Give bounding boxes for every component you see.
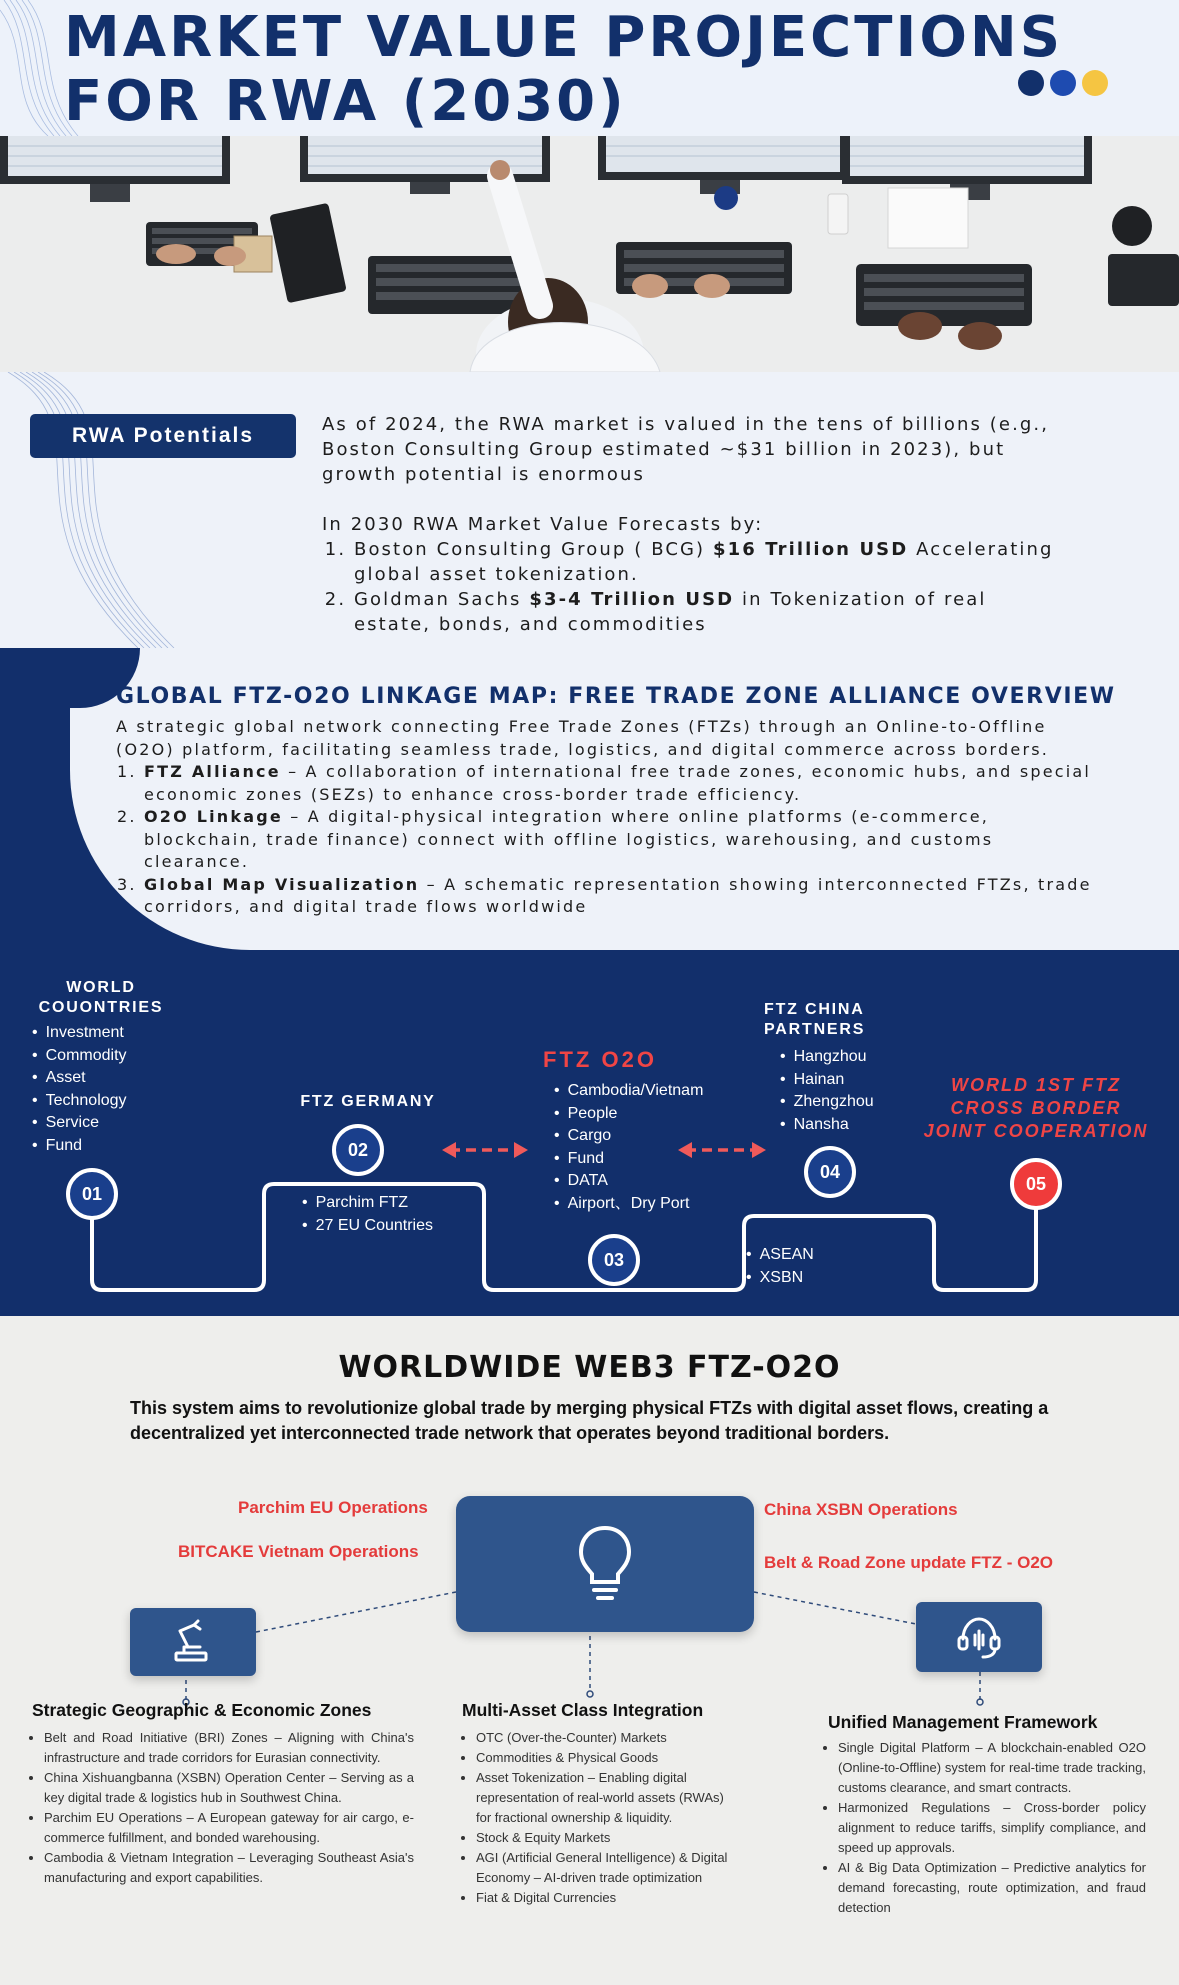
china-xsbn-operations: China XSBN Operations <box>764 1500 958 1519</box>
ftz-linkage-section <box>0 648 1179 1316</box>
rwa-intro-line: As of 2024, the RWA market is valued in the tens of billions (e.g., <box>322 414 1050 435</box>
list-item: • Commodities & Physical Goods <box>476 1748 732 1768</box>
list-item: • Nansha <box>780 1114 874 1137</box>
ftz-china-partners-heading: FTZ CHINA PARTNERS <box>764 1001 866 1038</box>
forecast-heading: In 2030 RWA Market Value Forecasts by: <box>322 514 764 535</box>
lightbulb-icon <box>577 1524 633 1604</box>
forecast-list <box>322 537 1152 637</box>
framework-icon-box <box>916 1602 1042 1672</box>
dot-yellow <box>1082 70 1108 96</box>
list-item: • People <box>554 1103 703 1126</box>
web3-title: WORLDWIDE WEB3 FTZ-O2O <box>338 1350 841 1385</box>
list-item: • DATA <box>554 1170 703 1193</box>
list-item: • 27 EU Countries <box>302 1215 433 1238</box>
ftz-o2o-list <box>554 1080 703 1215</box>
ftz-point: 3. Global Map Visualization – A schematic representation showing interconnected FTZs, trade corridors, and digital trade flows worldwide <box>144 874 1166 919</box>
ftz-point: 2. O2O Linkage – A digital-physical integration where online platforms (e-commerce, blockchain, trade finance) connect with offline logistics, warehousing, and customs clearance. <box>144 806 1166 874</box>
ftz-o2o-heading: FTZ O2O <box>543 1047 657 1072</box>
list-item: • Technology <box>32 1090 127 1113</box>
rwa-potentials-badge: RWA Potentials <box>30 414 296 458</box>
list-item: • ASEAN <box>746 1244 814 1267</box>
list-item: • Investment <box>32 1022 127 1045</box>
rwa-intro-line: Boston Consulting Group estimated ~$31 billion in 2023), but <box>322 439 1006 460</box>
list-item: • Fiat & Digital Currencies <box>476 1888 732 1908</box>
list-item: • Cambodia & Vietnam Integration – Leveraging Southeast Asia's manufacturing and export capabilities. <box>44 1848 414 1888</box>
header <box>0 0 1179 136</box>
ftz-title: GLOBAL FTZ-O2O LINKAGE MAP: FREE TRADE ZONE ALLIANCE OVERVIEW <box>116 684 1116 709</box>
list-item: • Hainan <box>780 1069 874 1092</box>
ftz-point: 1. FTZ Alliance – A collaboration of international free trade zones, economic hubs, and special economic zones (SEZs) to enhance cross-border trade efficiency. <box>144 761 1166 806</box>
rwa-description <box>322 412 1152 637</box>
list-item: • Asset <box>32 1067 127 1090</box>
timeline-node-04: 04 <box>804 1146 856 1198</box>
list-item: • AGI (Artificial General Intelligence) & Digital Economy – AI-driven trade optimization <box>476 1848 732 1888</box>
list-item: • Fund <box>554 1148 703 1171</box>
timeline-node-03: 03 <box>588 1234 640 1286</box>
forecast-item-goldman: 2. Goldman Sachs $3-4 Trillion USD in Tokenization of real estate, bonds, and commodities <box>354 587 1152 637</box>
list-item: • Cambodia/Vietnam <box>554 1080 703 1103</box>
forecast-value: $16 Trillion USD <box>713 539 909 560</box>
decorative-dots <box>1018 70 1108 96</box>
list-item: • Zhengzhou <box>780 1091 874 1114</box>
list-item: • China Xishuangbanna (XSBN) Operation Center – Serving as a key digital trade & logistics hub in Southwest China. <box>44 1768 414 1808</box>
page-title-line-2: FOR RWA (2030) <box>64 69 627 134</box>
belt-road-zone-update: Belt & Road Zone update FTZ - O2O <box>764 1553 1053 1572</box>
list-item: • Belt and Road Initiative (BRI) Zones – Aligning with China's infrastructure and trade corridors for Eurasian connectivity. <box>44 1728 414 1768</box>
joint-cooperation-heading: WORLD 1ST FTZ CROSS BORDER JOINT COOPERATION <box>923 1075 1149 1141</box>
list-item: • Stock & Equity Markets <box>476 1828 732 1848</box>
multi-asset-list <box>462 1728 732 1908</box>
bitcake-vietnam-operations: BITCAKE Vietnam Operations <box>178 1542 419 1561</box>
list-item: • Hangzhou <box>780 1046 874 1069</box>
rwa-intro-line: growth potential is enormous <box>322 464 645 485</box>
central-hub-box <box>456 1496 754 1632</box>
world-countries-heading: WORLD COUONTRIES <box>38 979 164 1016</box>
forecast-value: $3-4 Trillion USD <box>529 589 735 610</box>
ftz-intro-line: A strategic global network connecting Free Trade Zones (FTZs) through an Online-to-Offline <box>116 717 1047 736</box>
parchim-eu-operations: Parchim EU Operations <box>238 1498 428 1517</box>
page-title <box>64 6 1063 134</box>
zones-icon-box <box>130 1608 256 1676</box>
list-item: • Fund <box>32 1135 127 1158</box>
asean-list <box>746 1244 814 1289</box>
framework-list <box>824 1738 1146 1918</box>
list-item: • Cargo <box>554 1125 703 1148</box>
list-item: • Single Digital Platform – A blockchain-enabled O2O (Online-to-Offline) system for real-time trade tracking, customs clearance, and smart contracts. <box>838 1738 1146 1798</box>
rwa-potentials-section <box>0 372 1179 648</box>
ftz-china-partners-list <box>780 1046 874 1136</box>
column-title-zones: Strategic Geographic & Economic Zones <box>32 1700 372 1720</box>
column-title-framework: Unified Management Framework <box>828 1712 1098 1732</box>
list-item: • OTC (Over-the-Counter) Markets <box>476 1728 732 1748</box>
ftz-germany-heading: FTZ GERMANY <box>300 1093 436 1110</box>
list-item: • Harmonized Regulations – Cross-border policy alignment to reduce tariffs, simplify compliance, and speed up approvals. <box>838 1798 1146 1858</box>
web3-section <box>0 1316 1179 1985</box>
list-item: • Airport、Dry Port <box>554 1193 703 1216</box>
list-item: • AI & Big Data Optimization – Predictive analytics for demand forecasting, route optimization, and fraud detection <box>838 1858 1146 1918</box>
page-title-line-1: MARKET VALUE PROJECTIONS <box>64 5 1064 70</box>
office-photo <box>0 136 1179 372</box>
zones-list <box>30 1728 414 1888</box>
office-desk-illustration <box>0 136 1179 372</box>
column-title-multi-asset: Multi-Asset Class Integration <box>462 1700 704 1720</box>
list-item: • Commodity <box>32 1045 127 1068</box>
forecast-item-bcg: 1. Boston Consulting Group ( BCG) $16 Trillion USD Accelerating global asset tokenization. <box>354 537 1152 587</box>
list-item: • Asset Tokenization – Enabling digital representation of real-world assets (RWAs) for fractional ownership & liquidity. <box>476 1768 732 1828</box>
arrow-head <box>442 1142 456 1158</box>
world-countries-list <box>32 1022 127 1157</box>
list-item: • Service <box>32 1112 127 1135</box>
timeline-path <box>0 648 1179 1316</box>
web3-intro: This system aims to revolutionize global trade by merging physical FTZs with digital asset flows, creating a decentralized yet interconnected trade network that operates beyond traditional borders. <box>130 1398 1049 1443</box>
dot-navy <box>1018 70 1044 96</box>
timeline-node-02: 02 <box>332 1124 384 1176</box>
list-item: • XSBN <box>746 1267 814 1290</box>
list-item: • Parchim EU Operations – A European gateway for air cargo, e-commerce fulfillment, and bonded warehousing. <box>44 1808 414 1848</box>
timeline-node-01: 01 <box>66 1168 118 1220</box>
list-item: • Parchim FTZ <box>302 1192 433 1215</box>
ftz-germany-list <box>302 1192 433 1237</box>
timeline-node-05: 05 <box>1010 1158 1062 1210</box>
headset-icon <box>955 1615 1003 1659</box>
robot-arm-icon <box>170 1619 216 1665</box>
dot-blue <box>1050 70 1076 96</box>
ftz-intro-line: (O2O) platform, facilitating seamless trade, logistics, and digital commerce across borders. <box>116 739 1050 759</box>
